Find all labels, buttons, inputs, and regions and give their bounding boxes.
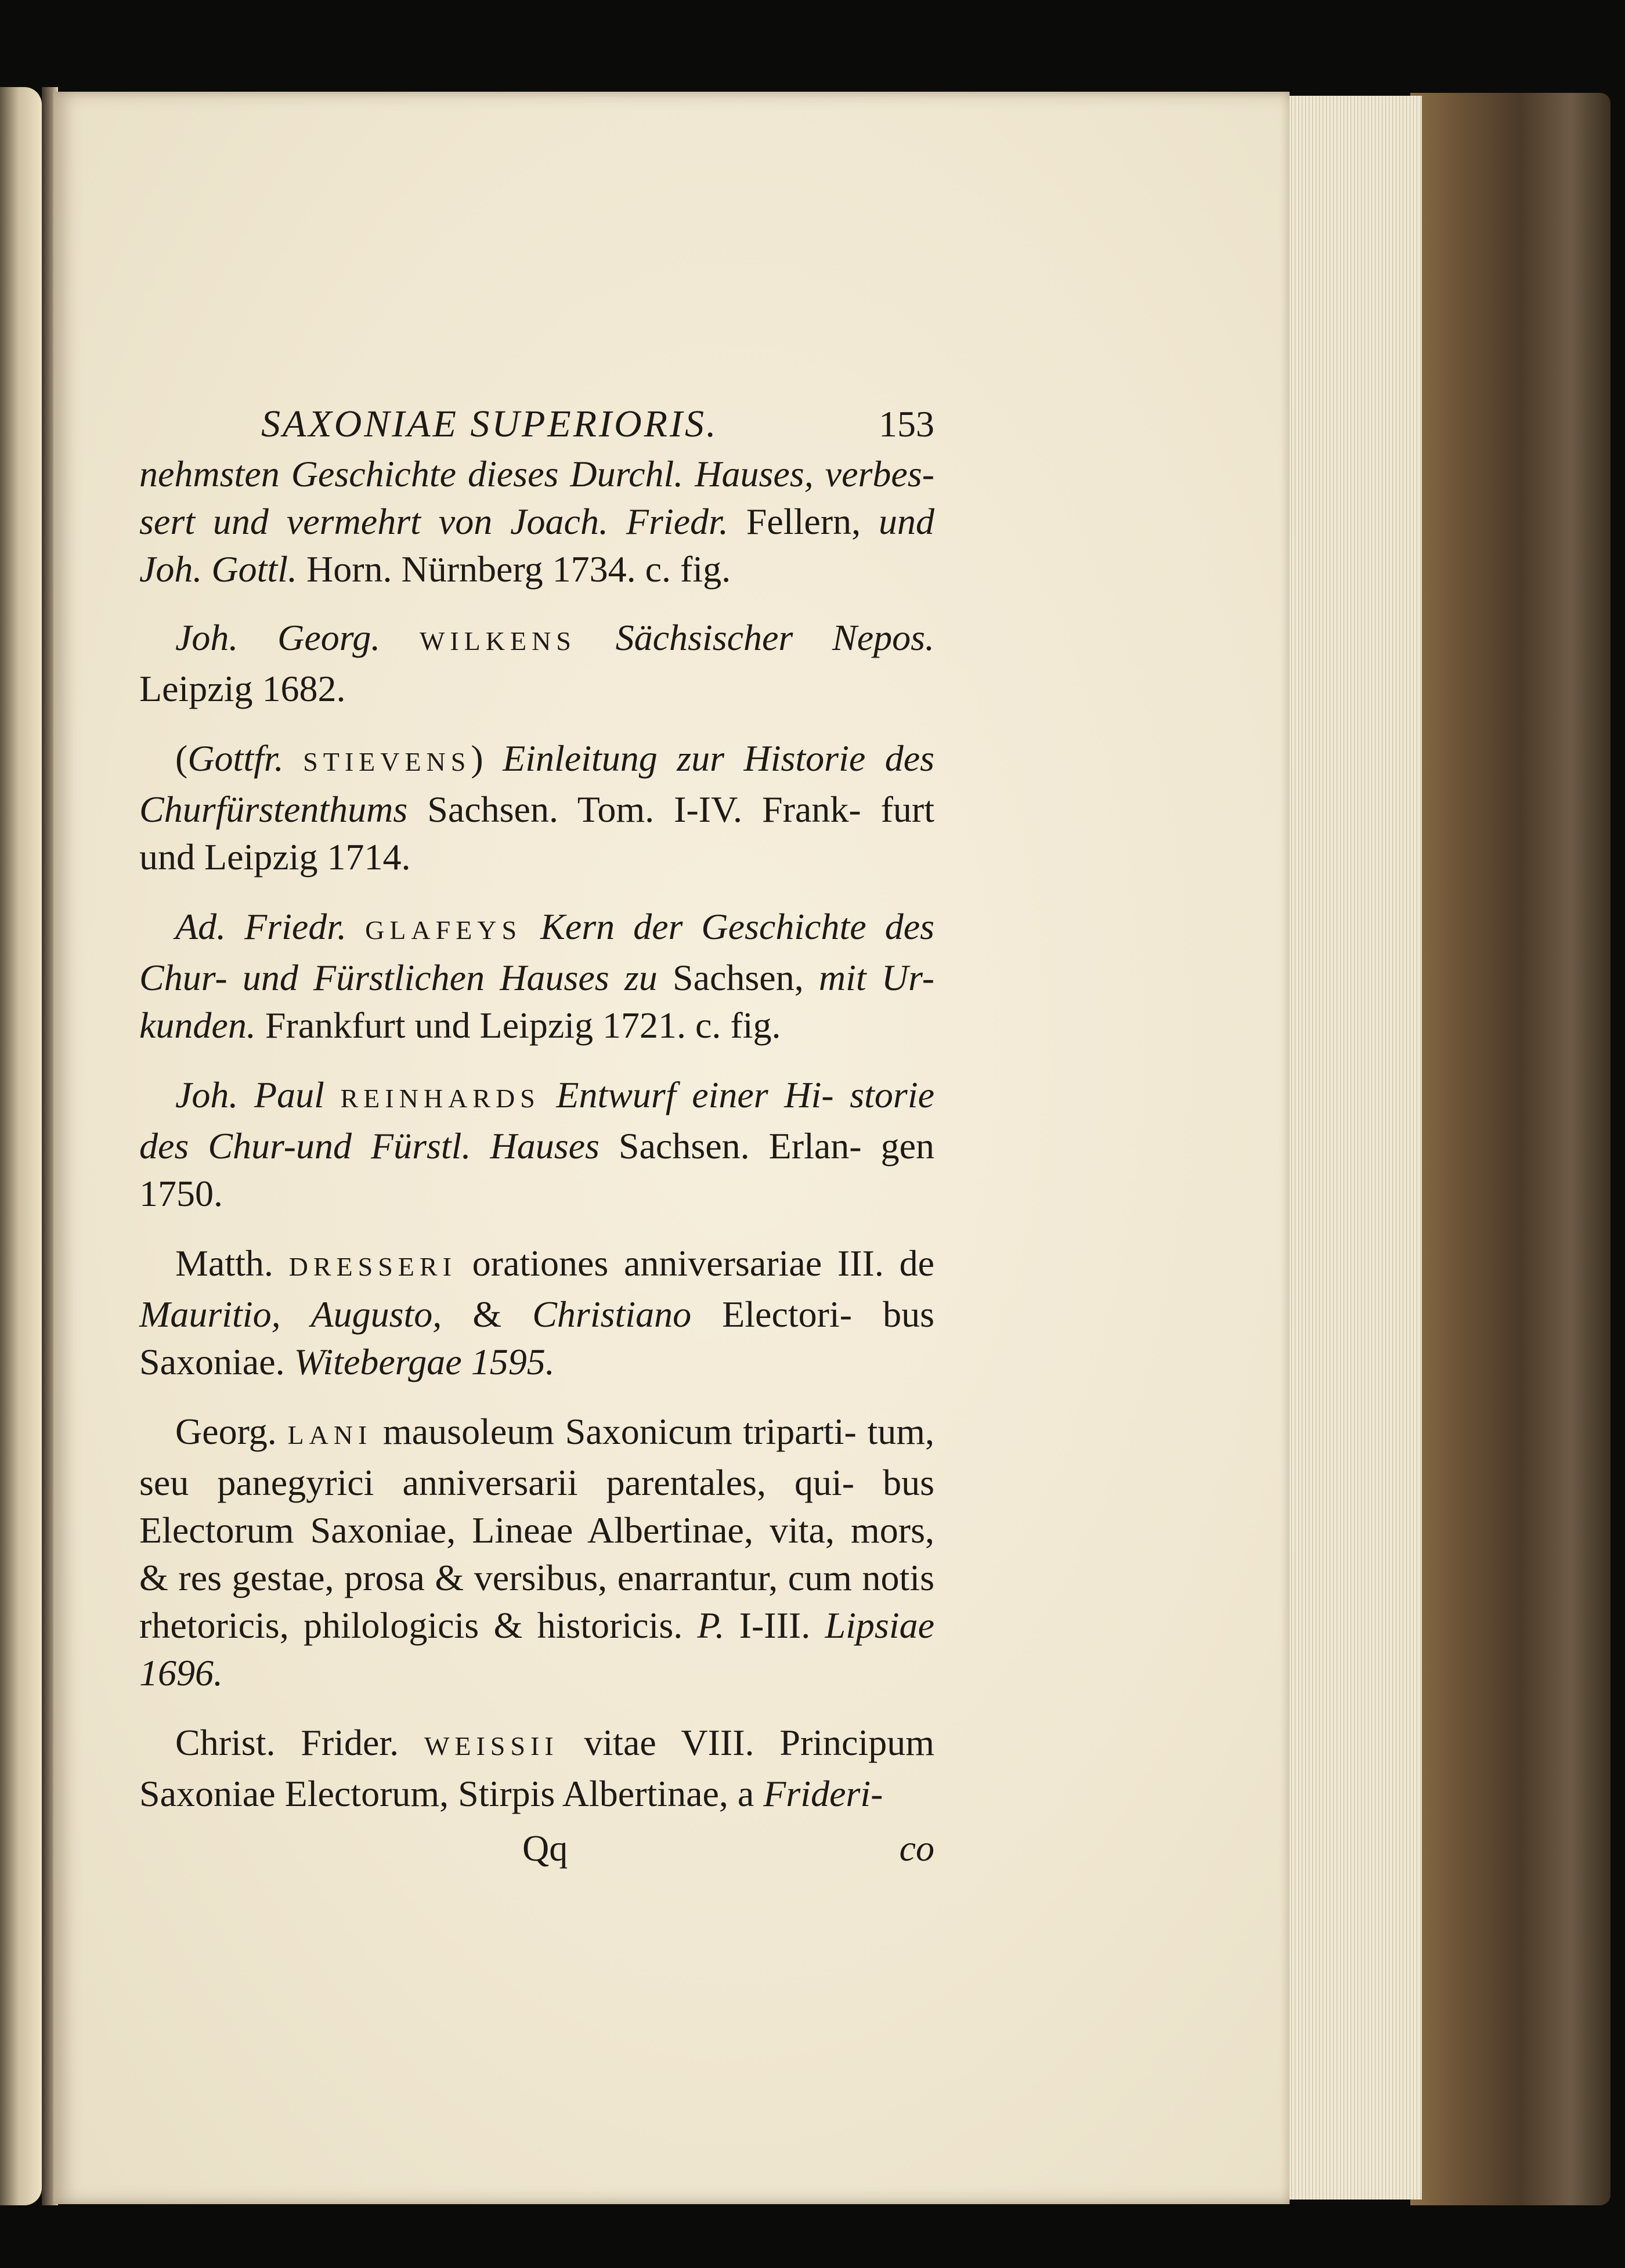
entry-text: Chur- und Fürstlichen Hauses zu: [139, 957, 658, 998]
author-name: WILKENS: [419, 626, 576, 656]
entry-text: Sachsen. Erlan-: [599, 1125, 862, 1166]
entry-text: (: [175, 738, 188, 779]
book-cover-edge: [1410, 93, 1610, 2205]
entry-text: kunden.: [139, 1005, 256, 1046]
entry-text: Saxoniae Electorum, Stirpis Albertinae, a: [139, 1773, 764, 1814]
entry-text: Georg.: [175, 1411, 288, 1452]
page-number: 153: [879, 403, 934, 445]
entry-text: Sachsen. Tom. I-IV. Frank-: [407, 789, 861, 830]
entry-text: Mauritio, Augusto,: [139, 1294, 442, 1335]
author-name: WEISSII: [424, 1731, 559, 1761]
bibliography-entry: [139, 614, 934, 713]
entry-text: Matth.: [175, 1243, 289, 1284]
entry-text: Gottfr.: [187, 738, 284, 779]
entry-text: Sächsischer Nepos.: [576, 617, 934, 658]
entry-text: furt und Leipzig 1714.: [139, 789, 935, 877]
bibliography-entry: [139, 903, 934, 1049]
entry-text: Electori-: [691, 1294, 853, 1335]
entry-text: storie des Chur-und Fürstl. Hauses: [139, 1074, 935, 1166]
entry-text: ): [471, 738, 503, 779]
entry-text: Einleitung zur Historie des: [503, 738, 935, 779]
entry-text: Joh. Georg.: [175, 617, 420, 658]
entry-text: Joh. Gottl.: [139, 548, 297, 590]
entry-text: Entwurf einer Hi-: [540, 1074, 834, 1115]
entry-text: Witebergae 1595.: [294, 1341, 555, 1382]
entry-text: Christ. Frider.: [175, 1722, 424, 1763]
bibliography-entry: [139, 1408, 934, 1697]
author-name: GLAFEYS: [365, 915, 522, 945]
page-text-block: [139, 400, 934, 1872]
entry-text: Sachsen,: [657, 957, 819, 998]
bibliography-entry: [139, 1071, 934, 1218]
entry-text: I-III.: [724, 1605, 825, 1646]
entry-text: mausoleum Saxonicum triparti-: [372, 1411, 857, 1452]
entry-text: Joh. Paul: [175, 1074, 341, 1115]
entry-text: Churfürstenthums: [139, 789, 408, 830]
entry-text: P.: [697, 1605, 725, 1646]
bibliography-entry: [139, 1719, 934, 1818]
entry-text: III. de: [837, 1243, 935, 1284]
bibliography-entry: [139, 735, 934, 881]
entry-text: mors, & res gestae, prosa & versibus, enarrantur,: [139, 1509, 935, 1598]
entry-text: und: [879, 501, 935, 542]
bibliography-entry: [139, 450, 934, 593]
running-header: [261, 400, 934, 450]
entry-text: Frankfurt und Leipzig 1721. c. fig.: [255, 1005, 781, 1046]
page-footer: [139, 1825, 934, 1872]
author-name: LANI: [287, 1420, 373, 1450]
entry-text: bus Electorum Saxoniae, Lineae Albertinae, vita,: [139, 1462, 935, 1551]
bibliography-entries: [139, 450, 934, 1818]
entry-text: tum, seu panegyrici anniversarii parentales, qui-: [139, 1411, 935, 1503]
entry-text: Frideri-: [763, 1773, 883, 1814]
entry-text: vitae VIII. Principum: [558, 1722, 934, 1763]
signature-mark: Qq: [522, 1828, 568, 1869]
entry-text: Fellern,: [728, 501, 879, 542]
entry-text: Ad. Friedr.: [175, 906, 366, 947]
entry-text: Kern der Geschichte des: [522, 906, 935, 947]
entry-text: &: [442, 1294, 533, 1335]
entry-text: cum notis rhetoricis, philologicis & historicis.: [139, 1557, 935, 1646]
entry-text: Horn. Nürnberg 1734. c. fig.: [297, 548, 731, 590]
author-name: DRESSERI: [288, 1252, 457, 1281]
entry-text: [284, 738, 303, 779]
bibliography-entry: [139, 1240, 934, 1386]
running-title: SAXONIAE SUPERIORIS.: [261, 403, 718, 445]
catchword: co: [899, 1828, 934, 1869]
entry-text: Lipsiae 1696.: [139, 1605, 934, 1693]
entry-text: orationes anniversariae: [456, 1243, 822, 1284]
entry-text: Christiano: [532, 1294, 692, 1335]
left-page-edge: [0, 87, 42, 2205]
author-name: REINHARDS: [340, 1084, 540, 1113]
entry-text: bus Saxoniae.: [139, 1294, 935, 1382]
page-edges-stack: [1283, 96, 1422, 2200]
entry-text: gen 1750.: [139, 1125, 935, 1214]
entry-text: mit Ur-: [818, 957, 934, 998]
author-name: STIEVENS: [303, 747, 471, 777]
entry-text: Leipzig 1682.: [139, 668, 346, 709]
entry-text: nehmsten Geschichte dieses Durchl. Hauses, verbes-: [139, 453, 934, 494]
entry-text: sert und vermehrt von Joach. Friedr.: [139, 501, 728, 542]
